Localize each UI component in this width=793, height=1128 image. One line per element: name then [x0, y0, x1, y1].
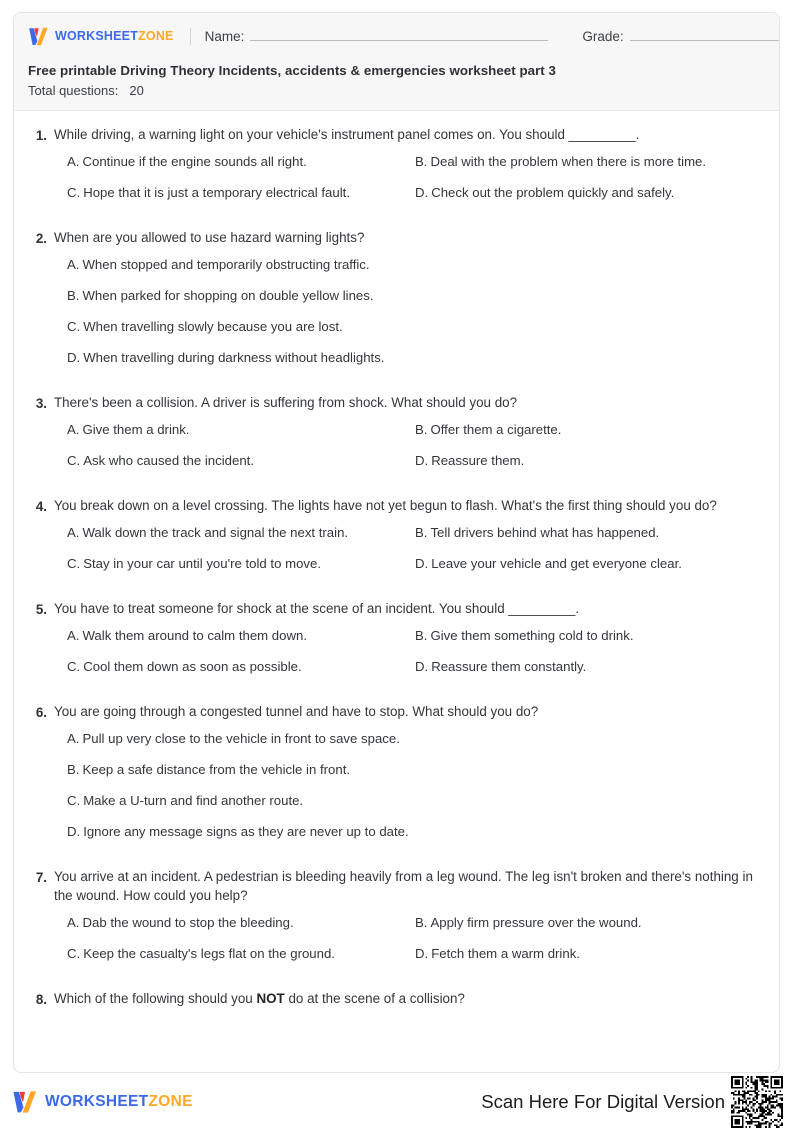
- total-questions-label: Total questions:: [28, 83, 119, 98]
- header-divider: [190, 28, 191, 45]
- option-text: Ask who caused the incident.: [83, 453, 254, 468]
- question-item: [30, 125, 763, 215]
- answer-option[interactable]: [67, 184, 415, 202]
- option-text: Offer them a cigarette.: [430, 422, 562, 437]
- scan-here-label: Scan Here For Digital Version: [481, 1091, 725, 1112]
- option-text: Keep a safe distance from the vehicle in front.: [82, 762, 351, 777]
- option-letter: B.: [67, 762, 80, 777]
- question-body: [54, 702, 763, 854]
- option-text: Cool them down as soon as possible.: [83, 659, 302, 674]
- option-text: When travelling during darkness without headlights.: [83, 350, 385, 365]
- answer-option[interactable]: [67, 349, 763, 367]
- option-text: Pull up very close to the vehicle in front to save space.: [82, 731, 400, 746]
- grade-field[interactable]: [582, 29, 780, 44]
- question-number: 1.: [35, 128, 47, 143]
- option-letter: A.: [67, 731, 80, 746]
- option-letter: B.: [415, 915, 428, 930]
- answer-option[interactable]: [67, 658, 415, 676]
- questions-list: [14, 111, 779, 1009]
- answer-option[interactable]: [67, 452, 415, 470]
- question-number: 7.: [35, 870, 47, 885]
- option-text: Apply firm pressure over the wound.: [430, 915, 642, 930]
- option-text: Reassure them.: [431, 453, 525, 468]
- option-text: Keep the casualty's legs flat on the ground.: [83, 946, 335, 961]
- question-body: [54, 228, 763, 380]
- question-text: You are going through a congested tunnel and have to stop. What should you do?: [54, 704, 539, 719]
- question-number: 2.: [35, 231, 47, 246]
- name-label: Name:: [204, 28, 245, 44]
- question-text: You have to treat someone for shock at the scene of an incident. You should _________.: [54, 601, 580, 616]
- question-number: 6.: [35, 705, 47, 720]
- question-item: [30, 228, 763, 380]
- question-body: [54, 599, 763, 689]
- question-text: [54, 989, 763, 1008]
- option-text: Fetch them a warm drink.: [431, 946, 580, 961]
- question-options: [54, 914, 763, 976]
- option-text: Check out the problem quickly and safely.: [431, 185, 675, 200]
- answer-option[interactable]: [415, 524, 763, 542]
- option-text: Hope that it is just a temporary electrical fault.: [83, 185, 350, 200]
- option-letter: A.: [67, 915, 80, 930]
- option-text: Stay in your car until you're told to move.: [83, 556, 321, 571]
- question-options: [54, 421, 763, 483]
- qr-code[interactable]: [731, 1076, 783, 1128]
- name-field[interactable]: [205, 29, 549, 44]
- question-text: When are you allowed to use hazard warning lights?: [54, 230, 365, 245]
- question-body: [54, 867, 763, 976]
- option-text: Reassure them constantly.: [431, 659, 587, 674]
- option-text: Make a U-turn and find another route.: [83, 793, 304, 808]
- question-body: [54, 496, 763, 586]
- question-number: 4.: [35, 499, 47, 514]
- option-text: Walk them around to calm them down.: [82, 628, 307, 643]
- answer-option[interactable]: [67, 318, 763, 336]
- option-letter: C.: [67, 793, 81, 808]
- question-item: [30, 867, 763, 976]
- question-options: [54, 730, 763, 841]
- footer-worksheet-zone-logo: [12, 1090, 193, 1114]
- answer-option[interactable]: [67, 792, 763, 810]
- answer-option[interactable]: [415, 555, 763, 573]
- option-text: When parked for shopping on double yellow lines.: [82, 288, 374, 303]
- answer-option[interactable]: [67, 287, 763, 305]
- option-letter: A.: [67, 525, 80, 540]
- option-letter: B.: [415, 628, 428, 643]
- question-number: 8.: [35, 992, 47, 1007]
- option-letter: B.: [415, 154, 428, 169]
- answer-option[interactable]: [415, 153, 763, 171]
- question-item: [30, 989, 763, 1009]
- footer-logo-text-zone: ZONE: [148, 1093, 193, 1111]
- logo-v-mark-icon: [28, 27, 50, 46]
- question-item: [30, 599, 763, 689]
- worksheet-zone-logo: [28, 27, 174, 46]
- option-letter: A.: [67, 628, 80, 643]
- question-text: You arrive at an incident. A pedestrian is bleeding heavily from a leg wound. The leg isn't broken and there's nothing in the wound. How could you help?: [54, 869, 753, 903]
- question-text-before: Which of the following should you: [54, 991, 257, 1006]
- option-letter: A.: [67, 257, 80, 272]
- option-text: Walk down the track and signal the next train.: [82, 525, 349, 540]
- option-text: Tell drivers behind what has happened.: [430, 525, 660, 540]
- answer-option[interactable]: [67, 914, 415, 932]
- answer-option[interactable]: [67, 256, 763, 274]
- logo-wordmark: [55, 30, 174, 43]
- answer-option[interactable]: [67, 761, 763, 779]
- answer-option[interactable]: [415, 184, 763, 202]
- question-text: There's been a collision. A driver is suffering from shock. What should you do?: [54, 395, 518, 410]
- total-questions-row: [28, 83, 765, 98]
- answer-option[interactable]: [67, 945, 415, 963]
- logo-text-zone: ZONE: [138, 28, 174, 43]
- option-letter: D.: [415, 659, 429, 674]
- answer-option[interactable]: [67, 421, 415, 439]
- name-input-line[interactable]: [250, 29, 548, 41]
- worksheet-title: Free printable Driving Theory Incidents, accidents & emergencies worksheet part 3: [28, 63, 556, 78]
- option-text: When stopped and temporarily obstructing traffic.: [82, 257, 370, 272]
- option-letter: C.: [67, 319, 81, 334]
- grade-label: Grade:: [582, 28, 624, 44]
- option-text: Ignore any message signs as they are never up to date.: [83, 824, 409, 839]
- question-number: 3.: [35, 396, 47, 411]
- answer-option[interactable]: [67, 823, 763, 841]
- answer-option[interactable]: [415, 421, 763, 439]
- question-options: [54, 256, 763, 367]
- option-text: Give them something cold to drink.: [430, 628, 634, 643]
- question-text: You break down on a level crossing. The lights have not yet begun to flash. What's the first thing should you do?: [54, 498, 717, 513]
- answer-option[interactable]: [415, 658, 763, 676]
- answer-option[interactable]: [67, 555, 415, 573]
- option-letter: C.: [67, 185, 81, 200]
- question-item: [30, 702, 763, 854]
- option-letter: C.: [67, 659, 81, 674]
- option-text: Continue if the engine sounds all right.: [82, 154, 307, 169]
- option-letter: C.: [67, 453, 81, 468]
- question-number: 5.: [35, 602, 47, 617]
- option-text: Deal with the problem when there is more time.: [430, 154, 707, 169]
- footer-logo-text-worksheet: WORKSHEET: [45, 1093, 149, 1111]
- option-letter: B.: [415, 422, 428, 437]
- option-letter: C.: [67, 946, 81, 961]
- question-options: [54, 153, 763, 215]
- answer-option[interactable]: [415, 452, 763, 470]
- question-item: [30, 496, 763, 586]
- header-top-row: [28, 23, 765, 49]
- option-text: When travelling slowly because you are lost.: [83, 319, 343, 334]
- total-questions-value: 20: [129, 83, 144, 98]
- option-letter: B.: [415, 525, 428, 540]
- answer-option[interactable]: [67, 627, 415, 645]
- option-letter: A.: [67, 422, 80, 437]
- question-text: While driving, a warning light on your vehicle's instrument panel comes on. You should _________.: [54, 127, 640, 142]
- worksheet-header: [14, 13, 779, 111]
- option-letter: C.: [67, 556, 81, 571]
- option-letter: D.: [67, 824, 81, 839]
- question-item: [30, 393, 763, 483]
- question-body: [54, 989, 763, 1008]
- option-letter: D.: [415, 185, 429, 200]
- page-footer: [0, 1082, 793, 1122]
- answer-option[interactable]: [415, 627, 763, 645]
- question-options: [54, 524, 763, 586]
- option-letter: D.: [415, 556, 429, 571]
- option-text: Give them a drink.: [82, 422, 190, 437]
- option-letter: D.: [415, 453, 429, 468]
- question-options: [54, 627, 763, 689]
- answer-option[interactable]: [67, 153, 415, 171]
- option-text: Leave your vehicle and get everyone clear.: [431, 556, 682, 571]
- worksheet-card: [13, 12, 780, 1073]
- option-text: Dab the wound to stop the bleeding.: [82, 915, 294, 930]
- answer-option[interactable]: [67, 524, 415, 542]
- answer-option[interactable]: [67, 730, 763, 748]
- answer-option[interactable]: [415, 945, 763, 963]
- question-text-emphasis: NOT: [256, 991, 285, 1006]
- answer-option[interactable]: [415, 914, 763, 932]
- question-body: [54, 393, 763, 483]
- question-body: [54, 125, 763, 215]
- option-letter: A.: [67, 154, 80, 169]
- footer-logo-wordmark: [45, 1094, 193, 1110]
- footer-logo-v-mark-icon: [12, 1090, 39, 1114]
- question-text-after: do at the scene of a collision?: [284, 991, 465, 1006]
- grade-input-line[interactable]: [630, 29, 780, 41]
- option-letter: D.: [67, 350, 81, 365]
- logo-text-worksheet: WORKSHEET: [55, 28, 139, 43]
- option-letter: B.: [67, 288, 80, 303]
- option-letter: D.: [415, 946, 429, 961]
